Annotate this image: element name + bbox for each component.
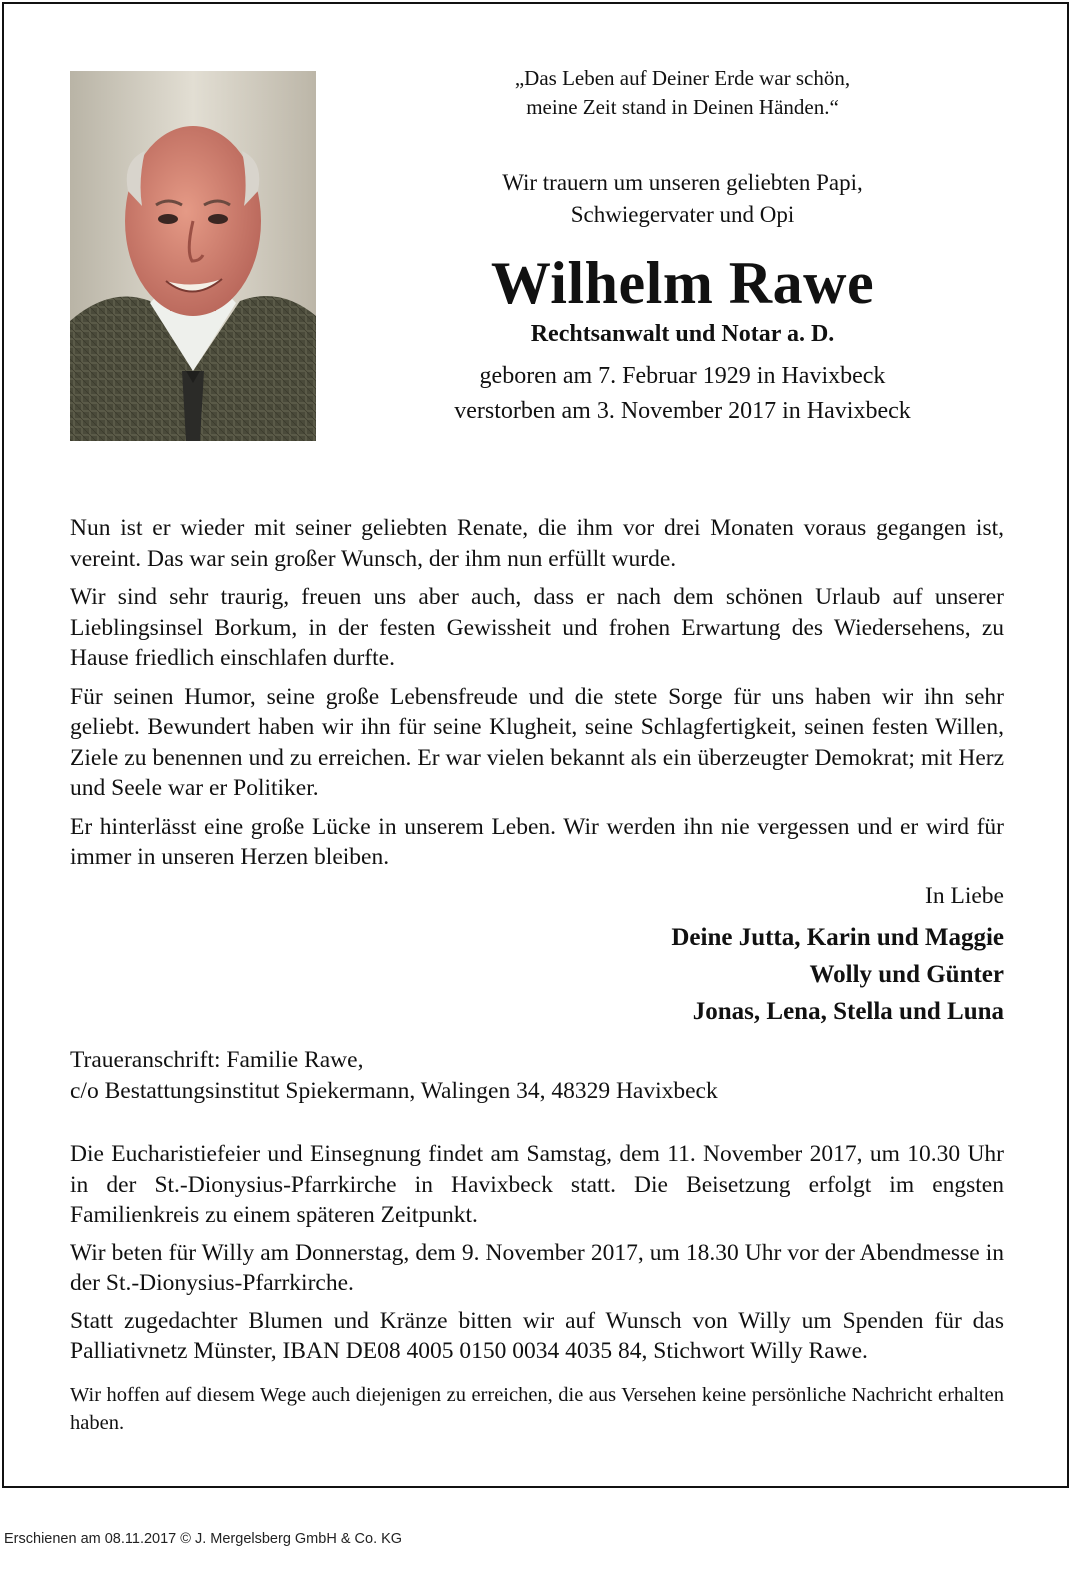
portrait-photo: [70, 71, 316, 441]
signature-line: Deine Jutta, Karin und Maggie: [671, 923, 1004, 951]
signature-line: Jonas, Lena, Stella und Luna: [692, 997, 1004, 1025]
service-paragraph: Statt zugedachter Blumen und Kränze bitten wir auf Wunsch von Willy um Spenden für das Palliativnetz Münster, IBAN DE08 4005 0150 0034 4035 84, Stichwort Willy Rawe.: [70, 1307, 1004, 1364]
obituary-text: [70, 513, 1004, 1030]
publication-footer: Erschienen am 08.11.2017 © J. Mergelsberg GmbH & Co. KG: [4, 1531, 403, 1547]
service-paragraph: Die Eucharistiefeier und Einsegnung findet am Samstag, dem 11. November 2017, um 10.30 Uhr in der St.-Dionysius-Pfarrkirche in Havixbeck statt. Die Beisetzung erfolgt im engsten Familienkreis zu einem späteren Zeitpunkt.: [70, 1141, 1004, 1228]
paragraph: Wir sind sehr traurig, freuen uns aber auch, dass er nach dem schönen Urlaub auf unserer Lieblingsinsel Borkum, in der festen Gewissheit und frohen Erwartung des Wiedersehens, zu Hause friedlich einschlafen durfte.: [70, 584, 1004, 671]
paragraph: Für seinen Humor, seine große Lebensfreude und die stete Sorge für uns haben wir ihn sehr geliebt. Bewundert haben wir ihn für seine Klugheit, seine Schlagfertigkeit, seinen festen Willen, Ziele zu benennen und zu erreichen. Er war vielen bekannt als ein überzeugter Demokrat; mit Herz und Seele war er Politiker.: [70, 683, 1004, 801]
profession: Rechtsanwalt und Notar a. D.: [530, 321, 835, 347]
life-dates: [400, 359, 965, 429]
closing-line: In Liebe: [925, 882, 1004, 909]
deceased-name: Wilhelm Rawe: [490, 250, 875, 316]
paragraph: Nun ist er wieder mit seiner geliebten Renate, die ihm vor drei Monaten voraus gegangen ist, vereint. Das war sein großer Wunsch, der ihm nun erfüllt wurde.: [70, 515, 1004, 572]
epitaph-quote: „Das Leben auf Deiner Erde war schön, meine Zeit stand in Deinen Händen.“: [514, 66, 851, 119]
obituary-header: [400, 64, 965, 429]
birth-date: geboren am 7. Februar 1929 in Havixbeck: [479, 363, 886, 389]
condolence-address: Traueranschrift: Familie Rawe, c/o Bestattungsinstitut Spiekermann, Walingen 34, 48329 Havixbeck: [70, 1047, 718, 1104]
notice-note: Wir hoffen auf diesem Wege auch diejenigen zu erreichen, die aus Versehen keine persönliche Nachricht erhalten haben.: [70, 1383, 1004, 1434]
death-date: verstorben am 3. November 2017 in Havixbeck: [454, 398, 911, 424]
service-paragraph: Wir beten für Willy am Donnerstag, dem 9. November 2017, um 18.30 Uhr vor der Abendmesse in der St.-Dionysius-Pfarrkirche.: [70, 1239, 1004, 1296]
signature-line: Wolly und Günter: [809, 960, 1004, 988]
mourning-intro: Wir trauern um unseren geliebten Papi, Schwiegervater und Opi: [502, 170, 863, 227]
service-information: [70, 1139, 1004, 1437]
paragraph: Er hinterlässt eine große Lücke in unserem Leben. Wir werden ihn nie vergessen und er wird für immer in unseren Herzen bleiben.: [70, 813, 1004, 870]
